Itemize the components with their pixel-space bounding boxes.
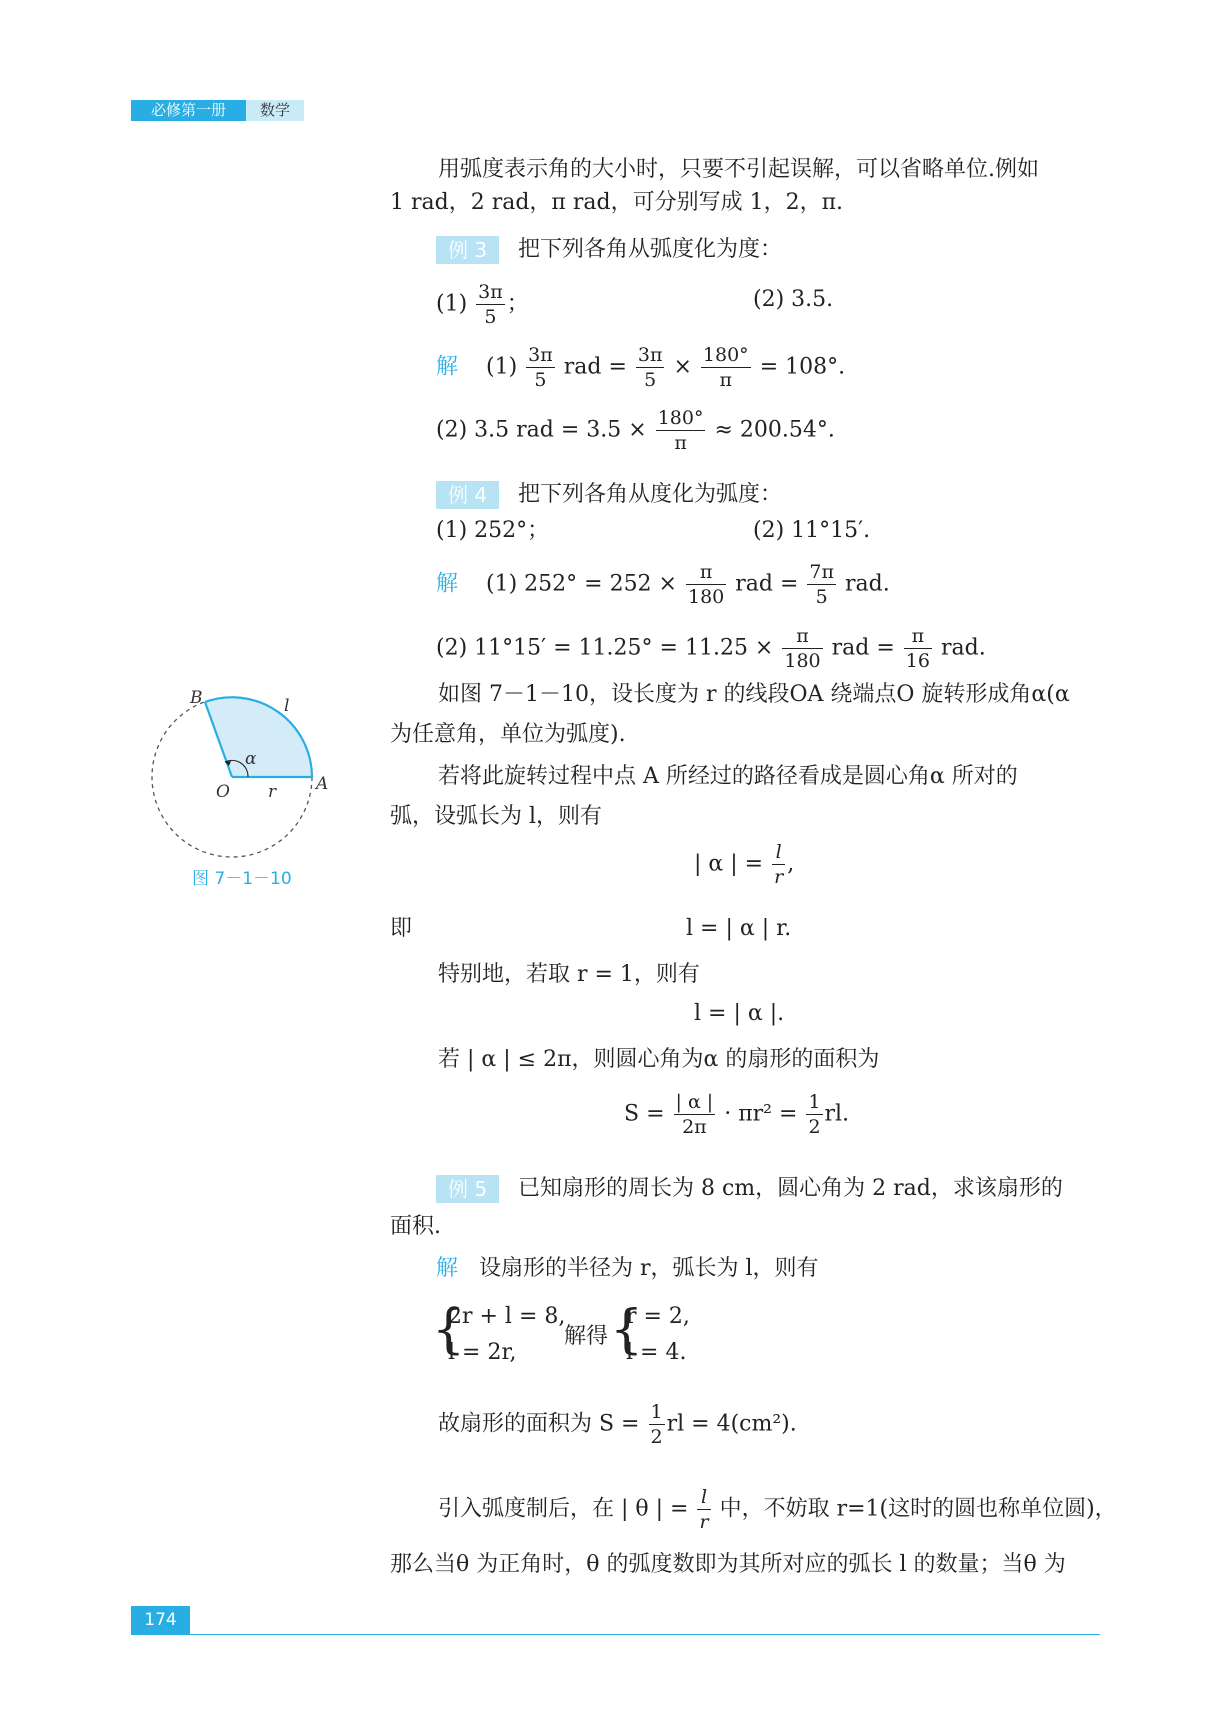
equation-alpha-l-r: | α | = $\frac{l}{r}$ , <box>694 841 795 888</box>
ji-label: 即 <box>390 916 413 941</box>
equation-l-alpha-r: l = | α | r. <box>686 916 792 941</box>
para2-line2: 为任意角，单位为弧度). <box>390 722 626 747</box>
para6-line2: 那么当θ 为正角时，θ 的弧度数即为其所对应的弧长 l 的数量；当θ 为 <box>390 1552 1066 1577</box>
ex3-q1: (1) $\frac{3\pi}{5}$ ； <box>436 281 529 328</box>
equation-sector-area: S = $\frac{| \alpha |}{2\pi}$ · πr² = $\frac{1}{2}$ rl. <box>624 1091 850 1138</box>
para6-line1: 引入弧度制后，在 | θ | = $\frac{l}{r}$ 中，不妨取 r=1(这时的圆也称单位圆)， <box>438 1486 1117 1533</box>
system1-eq1: 2r + l = 8, <box>448 1304 566 1329</box>
book-tab: 必修第一册 <box>131 100 246 121</box>
ex5-solution-intro: 解 设扇形的半径为 r，弧长为 l，则有 <box>436 1256 819 1281</box>
para4: 特别地，若取 r = 1，则有 <box>438 962 700 987</box>
example5-line1: 已知扇形的周长为 8 cm，圆心角为 2 rad，求该扇形的 <box>518 1176 1063 1201</box>
label-O: O <box>216 782 230 802</box>
example5-line2: 面积. <box>390 1214 441 1239</box>
solve-label: 解得 <box>564 1324 609 1349</box>
example3-prompt: 把下列各角从弧度化为度： <box>518 237 783 262</box>
solution-label: 解 <box>436 1256 459 1281</box>
equation-l-alpha: l = | α |. <box>694 1001 785 1026</box>
ex4-q1: (1) 252°； <box>436 518 550 543</box>
left-brace-1: { <box>432 1300 466 1360</box>
solution-label: 解 <box>436 571 459 597</box>
label-alpha: α <box>245 749 257 769</box>
example5-tag: 例 5 <box>436 1175 499 1203</box>
para5: 若 | α | ≤ 2π，则圆心角为α 的扇形的面积为 <box>438 1047 880 1072</box>
label-A: A <box>316 774 329 794</box>
label-B: B <box>190 688 203 708</box>
para1-line2: 1 rad，2 rad，π rad，可分别写成 1，2，π. <box>390 190 844 215</box>
ex3-solution-line2: (2) 3.5 rad = 3.5 × $\frac{180^\circ}{\pi}$ ≈ 200.54°. <box>436 407 835 454</box>
ex3-solution-line1: 解 (1) $\frac{3\pi}{5}$ rad = $\frac{3\pi}{5}$ × $\frac{180^\circ}{\pi}$ = 108°. <box>436 344 846 391</box>
example4-tag: 例 4 <box>436 481 499 509</box>
para3-line1: 若将此旋转过程中点 A 所经过的路径看成是圆心角α 所对的 <box>438 764 1018 789</box>
para1-line1: 用弧度表示角的大小时，只要不引起误解，可以省略单位.例如 <box>438 157 1039 182</box>
para2-line1: 如图 7－1－10，设长度为 r 的线段OA 绕端点O 旋转形成角α(α <box>438 682 1070 707</box>
ex4-q2: (2) 11°15′. <box>753 518 871 543</box>
ex4-solution-line2: (2) 11°15′ = 11.25° = 11.25 × $\frac{\pi}{180}$ rad = $\frac{\pi}{16}$ rad. <box>436 625 986 672</box>
label-r: r <box>268 782 277 802</box>
sector-fill <box>205 697 312 777</box>
figure-caption: 图 7－1－10 <box>192 869 292 889</box>
footer-rule <box>131 1634 1100 1635</box>
system1-eq2: l = 2r, <box>448 1340 517 1365</box>
example4-prompt: 把下列各角从度化为弧度： <box>518 482 783 507</box>
system2-eq2: l = 4. <box>626 1340 687 1365</box>
para3-line2: 弧，设弧长为 l，则有 <box>390 804 603 829</box>
ex4-solution-line1: 解 (1) 252° = 252 × $\frac{\pi}{180}$ rad = $\frac{7\pi}{5}$ rad. <box>436 561 890 608</box>
ex3-q2: (2) 3.5. <box>753 287 834 312</box>
subject-tab: 数学 <box>246 100 304 121</box>
solution-label: 解 <box>436 354 459 380</box>
system2-eq1: r = 2, <box>626 1304 690 1329</box>
left-brace-2: { <box>610 1300 644 1360</box>
fraction: $\frac{3\pi}{5}$ <box>478 281 503 328</box>
sector-figure <box>150 685 350 875</box>
example3-tag: 例 3 <box>436 236 499 264</box>
ex5-area-result: 故扇形的面积为 S = $\frac{1}{2}$ rl = 4(cm²). <box>438 1401 797 1448</box>
label-l: l <box>284 696 290 716</box>
page-number: 174 <box>131 1606 190 1634</box>
